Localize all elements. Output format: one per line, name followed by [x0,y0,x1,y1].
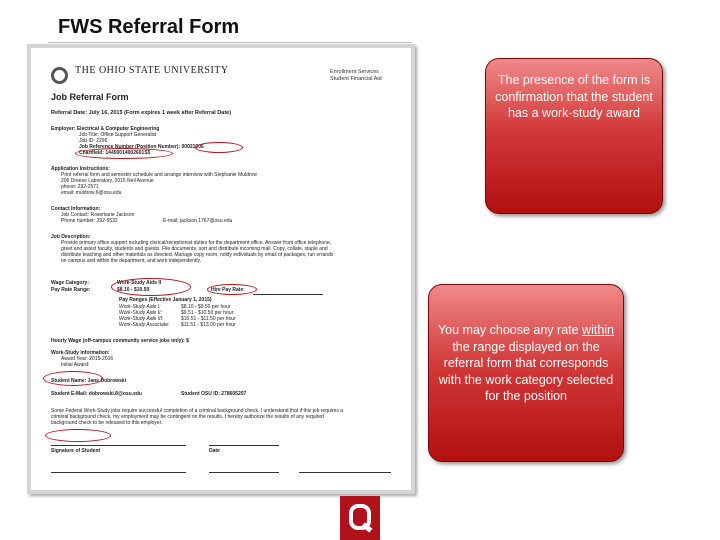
signature-line [51,445,186,446]
disclaimer-line: background check to be released to this employer. [51,420,163,426]
hourly-wage: Hourly Wage (off-campus community service jobs only): $ [51,338,189,344]
chartfield: Chartfield: 14450014002601S5 [79,150,151,156]
job-id: Job ID: 2296 [79,138,108,144]
form-title: Job Referral Form [51,92,129,102]
contact-email: E-mail: jackson.1767@osu.edu [163,218,233,224]
pay-range-name: Work-Study Aide III: [119,316,164,322]
student-name: Student Name: Jane Dobrowski [51,378,127,384]
student-name-circle [43,371,103,386]
pay-range-rate: $10.51 - $11.50 per hour [181,316,236,322]
application-line: phone: 292-2571 [61,184,99,190]
student-email: Student E-Mail: dobrowski.8@osu.edu [51,391,142,397]
chartfield-circle [75,148,173,159]
disclaimer-line: criminal background check, my employment may be contingent on the results. I hereby authorize the results of any required [51,414,324,420]
callout-pay-rate-choice [428,284,624,462]
osu-logo-icon [340,496,380,540]
hire-rate-line [253,294,323,295]
form-page [31,48,411,490]
signature-line [299,472,391,473]
osu-block-o-icon [51,67,68,84]
description-line: distribute teaching and other materials as directed. Manage copy room, notify individuals by email of packages, run errands [61,252,334,258]
application-heading: Application Instructions: [51,166,110,172]
pay-rate-value: $8.10 - $10.50 [117,287,150,293]
work-study-heading: Work-Study Information: [51,350,110,356]
description-heading: Job Description: [51,234,91,240]
pay-rate-label: Pay Rate Range: [51,287,91,293]
description-line: greet and assist faculty, students and guests. File documents, sort and distribute incoming mail. Copy, collate, staple and [61,246,328,252]
referral-form-image [27,44,415,494]
application-line: 206 Dreese Laboratory, 2015 Neil Avenue [61,178,154,184]
contact-heading: Contact Information: [51,206,101,212]
contact-name: Job Contact: Rosemarie Jackson [61,212,135,218]
signature-circle [45,429,111,442]
callout-text: the range displayed on the referral form that corresponds with the work category selected for the position [438,339,614,403]
pay-range-name: Work-Study Associate: [119,322,170,328]
hire-rate-circle [207,284,257,295]
title-divider [48,42,412,43]
reference-number-circle [195,142,243,153]
pay-range-rate: $11.51 - $13.00 per hour [181,322,236,328]
hire-pay-rate-label: Hire Pay Rate: [211,287,245,293]
initial-award: Initial Award: [61,362,90,368]
date-label: Date [209,448,220,454]
description-line: Provide primary office support including clerical/receptionist duties for the department office. Answer front office telephone, [61,240,332,246]
signature-label: Signature of Student [51,448,101,454]
slide-title: FWS Referral Form [58,16,240,38]
wage-category-value: Work-Study Aide II [117,280,162,286]
block-o-tail [362,522,373,532]
description-line: on campus and within the department, and work independently. [61,258,201,264]
application-line: email: muldrow.6@osu.edu [61,190,122,196]
disclaimer-line: Some Federal Work-Study jobs require successful completion of a criminal background check. I understand that if this job requires a [51,408,343,414]
pay-ranges-heading: Pay Ranges (Effective January 1, 2015) [119,297,212,303]
employer: Employer: Electrical & Computer Engineering [51,126,160,132]
wage-category-label: Wage Category: [51,280,89,286]
award-year: Award Year: 2015-2016 [61,356,114,362]
signature-line [51,472,186,473]
application-line: Print referral form and semester schedule and arrange interview with Stephanie Muldrow [61,172,257,178]
referral-date: Referral Date: July 16, 2015 (Form expires 1 week after Referral Date) [51,110,232,116]
office-subname: Student Financial Aid [330,76,382,82]
signature-line [209,472,279,473]
job-title: Job Title: Office Support Generalist [79,132,157,138]
pay-range-name: Work-Study Aide I: [119,304,161,310]
pay-range-rate: $9.51 - $10.50 per hour [181,310,234,316]
pay-range-rate: $8.10 - $9.50 per hour [181,304,231,310]
callout-text: You may choose any rate [437,323,583,337]
job-reference: Job Reference Number (Position Number): 00021006 [79,144,204,150]
office-name: Enrollment Services [330,69,379,75]
callout-work-study-confirmation: The presence of the form is confirmation that the student has a work-study award [485,58,663,214]
pay-range-name: Work-Study Aide II: [119,310,162,316]
university-name: THE OHIO STATE UNIVERSITY [75,65,229,76]
callout-emphasis: within [582,323,615,337]
wage-category-circle [111,278,191,296]
contact-phone: Phone number: 292-5532 [61,218,118,224]
date-line [209,445,279,446]
student-id: Student OSU ID: 278605207 [181,391,247,397]
